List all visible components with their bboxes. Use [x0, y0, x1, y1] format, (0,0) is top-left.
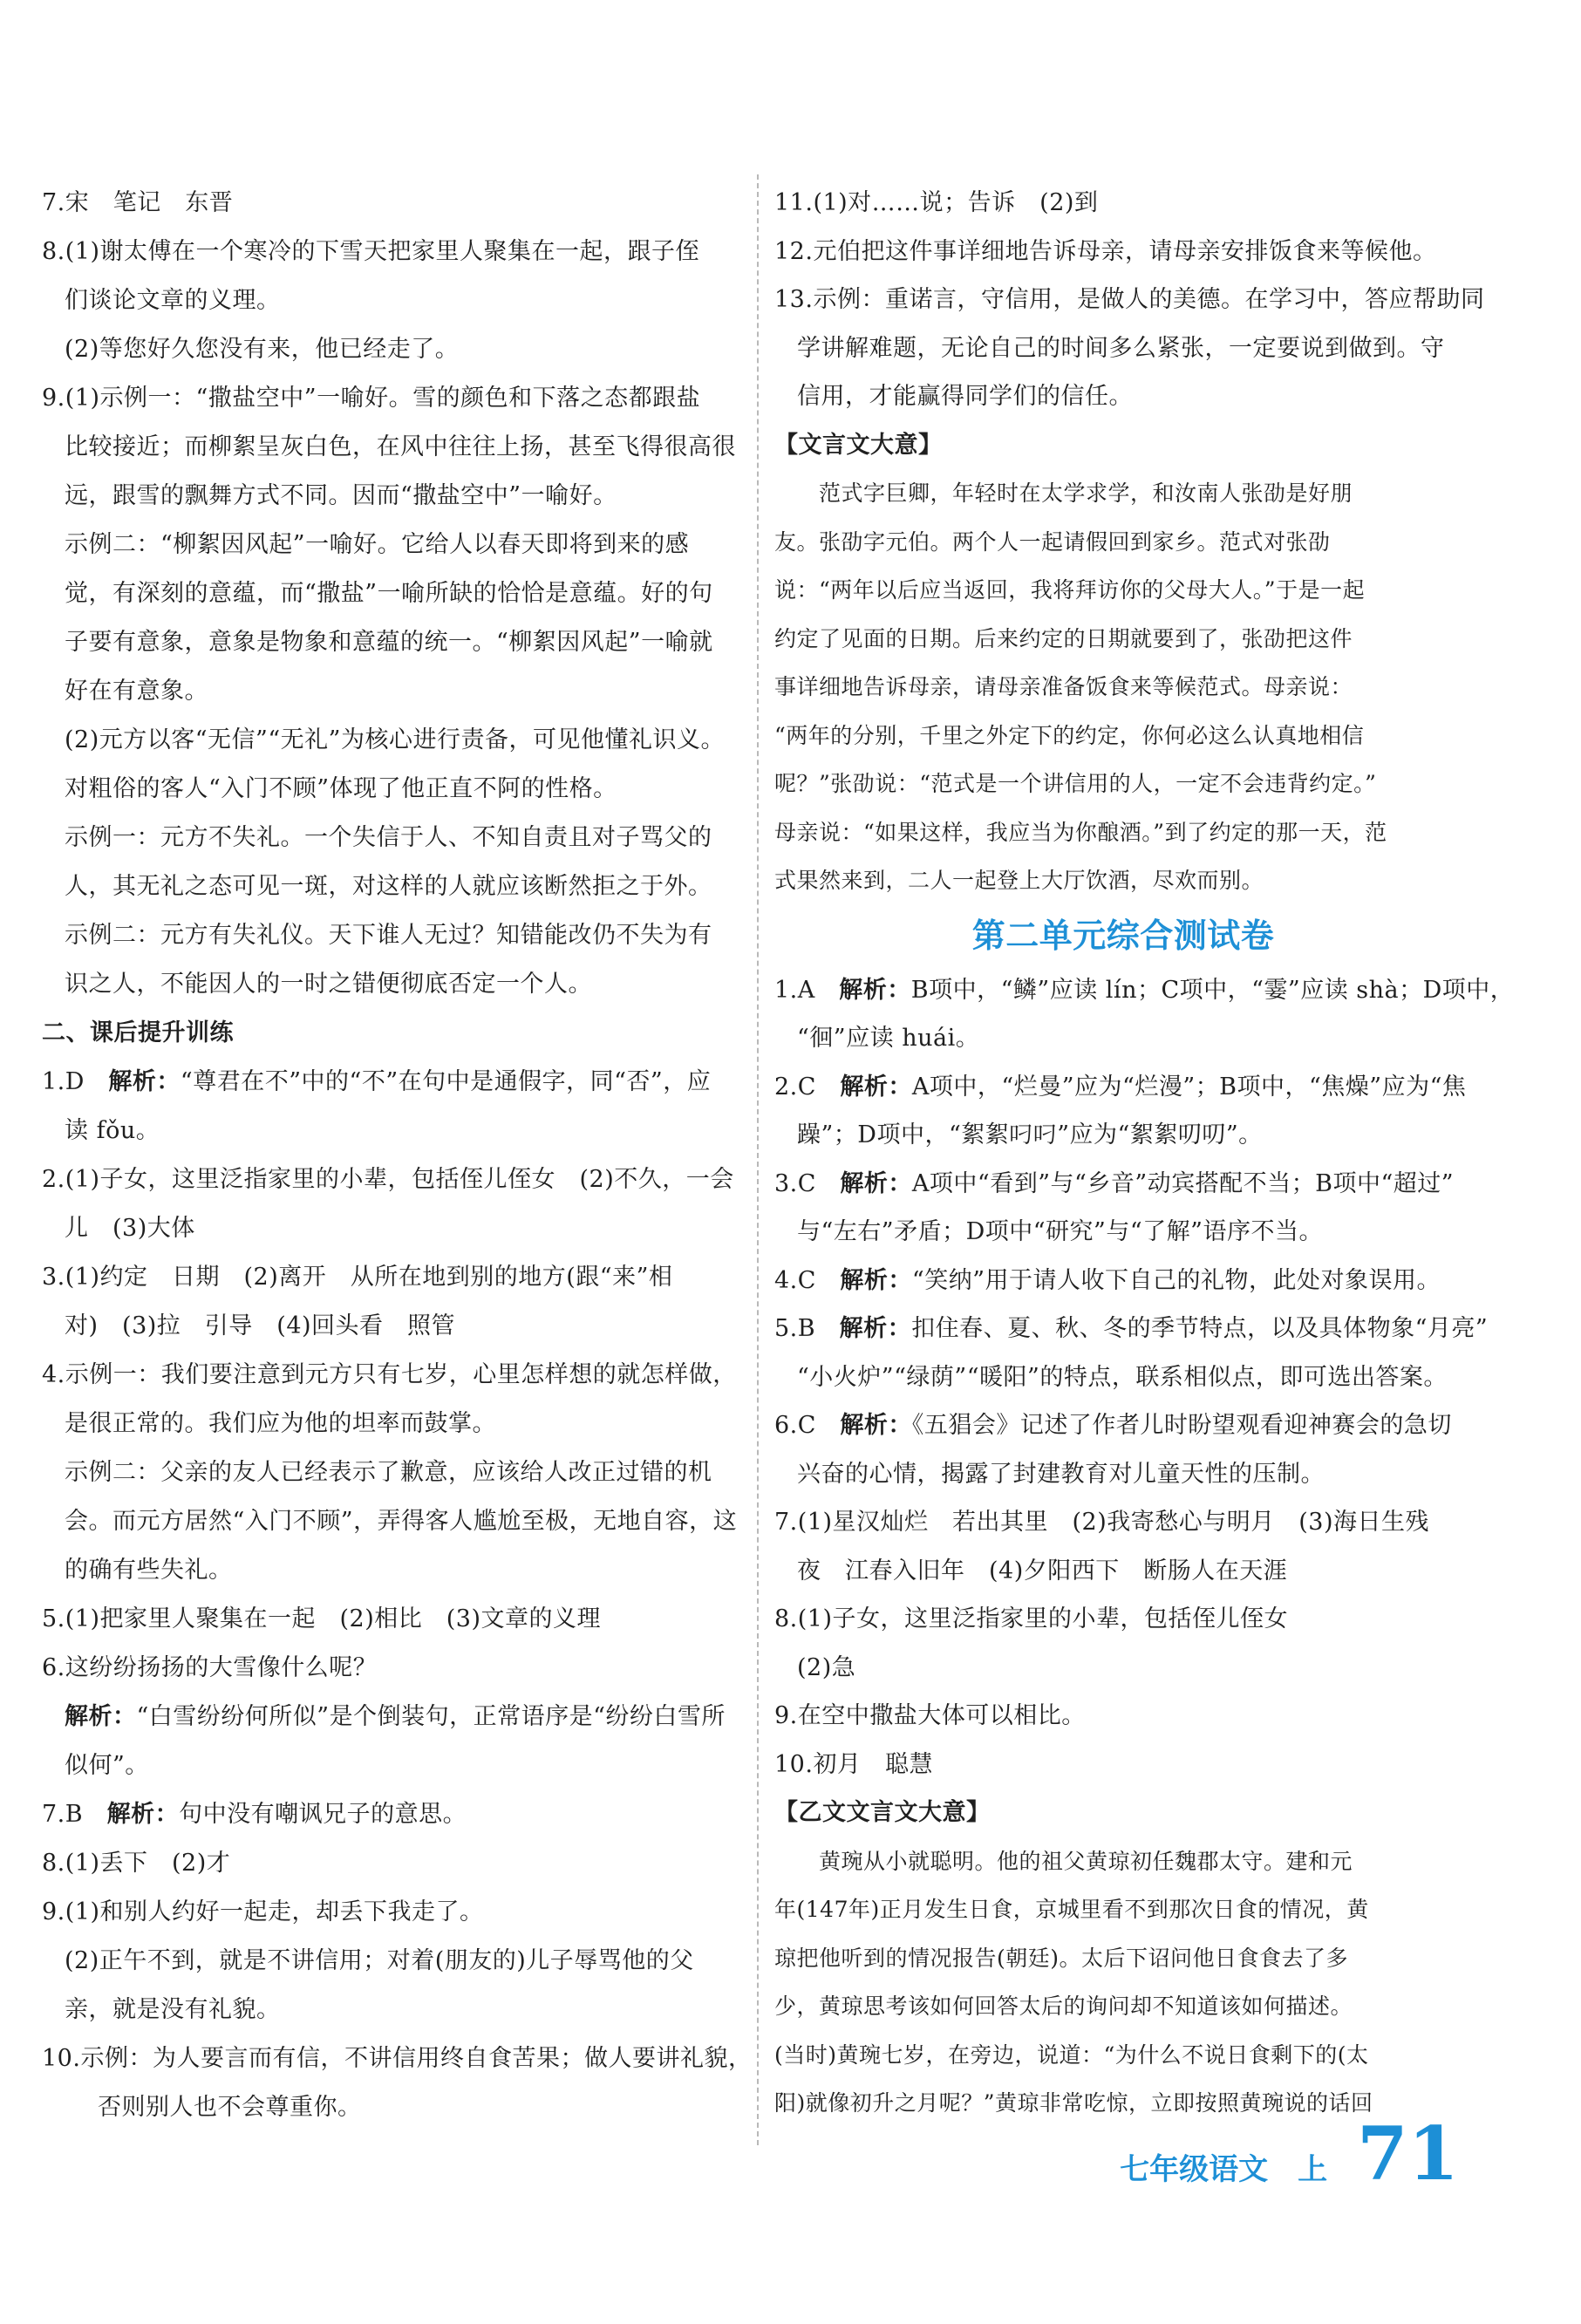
text-line [774, 1257, 1472, 1305]
line-text: 人，其无礼之态可见一斑，对这样的人就应该断然拒之于外。 [65, 873, 712, 900]
line-text: 事详细地告诉母亲，请母亲准备饭食来等候范式。母亲说： [774, 674, 1353, 699]
line-text: 说：“两年以后应当返回，我将拜访你的父母大人。”于是一起 [774, 577, 1366, 603]
text-line [774, 228, 1472, 276]
text-line [65, 1448, 739, 1497]
line-text: 13.示例：重诺言，守信用，是做人的美德。在学习中，答应帮助同 [774, 286, 1485, 313]
line-text-rest: 扣住春、夏、秋、冬的季节特点，以及具体物象“月亮” [911, 1315, 1489, 1342]
text-line [797, 1353, 1472, 1402]
text-line [774, 1692, 1472, 1741]
line-text: 7.(1)星汉灿烂 若出其里 (2)我寄愁心与明月 (3)海日生残 [774, 1509, 1429, 1536]
text-line [65, 1302, 739, 1351]
line-text: 示例一：元方不失礼。一个失信于人、不知自责且对子骂父的 [65, 824, 712, 851]
line-text: 9.(1)和别人约好一起走，却丢下我走了。 [42, 1898, 484, 1925]
text-line [797, 1644, 1472, 1693]
line-text: 是很正常的。我们应为他的坦率而鼓掌。 [65, 1410, 496, 1437]
text-line [797, 372, 1472, 421]
line-text: 10.初月 聪慧 [774, 1750, 933, 1778]
text-line [65, 911, 739, 960]
line-text: 识之人，不能因人的一时之错便彻底否定一个人。 [65, 971, 592, 998]
analysis-label: 解析： [839, 976, 911, 1004]
line-text: 似何”。 [65, 1752, 149, 1779]
line-text-rest: A项中“看到”与“乡音”动宾搭配不当；B项中“超过” [911, 1169, 1455, 1197]
line-text: 范式字巨卿，年轻时在太学求学，和汝南人张劭是好朋 [774, 480, 1353, 506]
line-text: “两年的分别，千里之外定下的约定，你何必这么认真地相信 [774, 722, 1365, 748]
line-text: 子要有意象，意象是物象和意蕴的统一。“柳絮因风起”一喻就 [65, 629, 713, 656]
line-text-rest: “尊君在不”中的“不”在句中是通假字，同“否”，应 [180, 1068, 712, 1095]
line-text: 6.这纷纷扬扬的大雪像什么呢？ [42, 1654, 378, 1681]
line-text: 对粗俗的客人“入门不顾”体现了他正直不阿的性格。 [65, 775, 617, 802]
line-text: 1.A [774, 976, 840, 1004]
line-text: 示例二：父亲的友人已经表示了歉意，应该给人改正过错的机 [65, 1459, 712, 1486]
text-line [65, 569, 739, 618]
text-line [774, 276, 1485, 324]
line-text: 年(147年)正月发生日食，京城里看不到那次日食的情况，黄 [774, 1897, 1369, 1922]
text-line [774, 1063, 1472, 1112]
line-text: 8.(1)子女，这里泛指家里的小辈，包括侄儿侄女 [774, 1605, 1289, 1632]
text-line [42, 228, 739, 276]
text-line [797, 1208, 1472, 1257]
analysis-label: 解析： [106, 1801, 180, 1828]
section-heading [774, 421, 1472, 470]
text-line [774, 856, 1472, 905]
text-line [774, 712, 1472, 760]
text-line [42, 1155, 739, 1204]
line-text-rest: 句中没有嘲讽兄子的意思。 [179, 1801, 467, 1828]
line-text: 母亲说：“如果这样，我应当为你酿酒。”到了约定的那一天，范 [774, 819, 1387, 845]
text-line [774, 1885, 1472, 1934]
line-text: 否则别人也不会尊重你。 [98, 2094, 362, 2121]
text-line [774, 1982, 1472, 2031]
line-text: 3.C [774, 1169, 841, 1197]
text-line [774, 615, 1472, 664]
text-line [65, 1986, 739, 2034]
page-footer [1120, 2110, 1459, 2198]
line-text: 4.C [774, 1266, 841, 1294]
line-text: 式果然来到，二人一起登上大厅饮酒，尽欢而别。 [774, 868, 1264, 893]
text-line [65, 716, 739, 765]
text-line [42, 1644, 739, 1693]
text-line [42, 2034, 753, 2083]
line-text: 儿 (3)大体 [65, 1215, 195, 1242]
text-line [774, 1934, 1472, 1983]
line-text: (2)急 [797, 1653, 856, 1681]
text-line [65, 1741, 739, 1790]
line-text: (2)正午不到，就是不讲信用；对着(朋友的)儿子辱骂他的父 [65, 1947, 694, 1974]
text-line [42, 374, 739, 423]
text-line [65, 423, 739, 472]
line-text-rest: 《五猖会》记述了作者儿时盼望观看迎神赛会的急切 [911, 1412, 1452, 1439]
analysis-label: 解析： [840, 1266, 912, 1294]
line-text: 2.C [774, 1073, 841, 1101]
text-line [797, 1014, 1472, 1063]
line-text: 1.D [42, 1068, 109, 1095]
text-line [774, 808, 1472, 857]
line-text: 12.元伯把这件事详细地告诉母亲，请母亲安排饭食来等候他。 [774, 237, 1437, 265]
line-text: 学讲解难题，无论自己的时间多么紧张，一定要说到做到。守 [797, 334, 1445, 362]
text-line [65, 960, 739, 1009]
line-text: 琼把他听到的情况报告(朝廷)。太后下诏问他日食食去了多 [774, 1945, 1349, 1971]
text-line [797, 1111, 1472, 1160]
text-line [65, 325, 739, 374]
line-text: 友。张劭字元伯。两个人一起请假回到家乡。范式对张劭 [774, 528, 1331, 555]
line-text: 躁”；D项中，“絮絮叼叼”应为“絮絮叨叨”。 [797, 1121, 1263, 1148]
text-line [65, 1204, 739, 1253]
analysis-label: 解析： [108, 1068, 181, 1095]
line-text: 示例二：“柳絮因风起”一喻好。它给人以春天即将到来的感 [65, 531, 690, 558]
line-text: 7.B [42, 1801, 107, 1828]
text-line [42, 179, 739, 228]
line-text: 与“左右”矛盾；D项中“研究”与“了解”语序不当。 [797, 1218, 1323, 1245]
line-text: 10.示例：为人要言而有信，不讲信用终自食苦果；做人要讲礼貌， [42, 2045, 753, 2072]
line-text: 9.(1)示例一：“撒盐空中”一喻好。雪的颜色和下落之态都跟盐 [42, 385, 701, 412]
text-line [65, 667, 739, 716]
text-line [65, 814, 739, 862]
line-text: 远，跟雪的飘舞方式不同。因而“撒盐空中”一喻好。 [65, 482, 617, 509]
text-line [42, 1790, 739, 1839]
page-number: 71 [1357, 2110, 1459, 2197]
text-line [98, 2083, 739, 2132]
analysis-label: 解析： [65, 1703, 137, 1730]
line-text-rest: A项中，“烂曼”应为“烂漫”；B项中，“焦燥”应为“焦 [911, 1073, 1467, 1101]
line-text: 对) (3)拉 引导 (4)回头看 照管 [65, 1312, 456, 1339]
text-line [774, 1160, 1472, 1209]
line-text: 9.在空中撒盐大体可以相比。 [774, 1702, 1086, 1729]
line-text: 4.示例一：我们要注意到元方只有七岁，心里怎样想的就怎样做， [42, 1361, 737, 1388]
footer-subject-label: 七年级语文 [1120, 2152, 1269, 2187]
line-text: 少，黄琼思考该如何回答太后的询问却不知道该如何描述。 [774, 1993, 1353, 2019]
analysis-label: 解析： [840, 1073, 912, 1101]
line-text: 5.B [774, 1315, 840, 1342]
line-text: 11.(1)对……说；告诉 (2)到 [774, 189, 1099, 216]
column-divider [757, 174, 759, 2145]
text-line [65, 1107, 739, 1155]
text-line [774, 469, 1472, 518]
text-line [774, 1741, 1472, 1789]
text-line [774, 1837, 1472, 1886]
line-text-rest: B项中，“鳞”应读 lín；C项中，“霎”应读 shà；D项中， [910, 976, 1515, 1004]
text-line [65, 1546, 739, 1595]
line-text: 读 fǒu。 [65, 1117, 160, 1144]
text-line [42, 1839, 739, 1888]
analysis-label: 解析： [840, 1412, 912, 1439]
text-line [774, 179, 1472, 228]
text-line [65, 521, 739, 569]
text-line [65, 472, 739, 521]
analysis-label: 解析： [840, 1169, 912, 1197]
text-line [774, 1305, 1489, 1353]
line-text: 【文言文大意】 [774, 431, 943, 459]
footer-volume-label: 上 [1298, 2152, 1328, 2187]
line-text: 8.(1)谢太傅在一个寒冷的下雪天把家里人聚集在一起，跟子侄 [42, 238, 700, 265]
text-line [774, 1595, 1472, 1644]
text-line [42, 1351, 739, 1400]
line-text: 的确有些失礼。 [65, 1557, 233, 1584]
line-text: 7.宋 笔记 东晋 [42, 189, 234, 216]
text-line [42, 1595, 739, 1644]
line-text: 夜 江春入旧年 (4)夕阳西下 断肠人在天涯 [797, 1557, 1288, 1585]
text-line [774, 518, 1472, 567]
line-text: 觉，有深刻的意蕴，而“撒盐”一喻所缺的恰恰是意蕴。好的句 [65, 580, 713, 607]
line-text: 6.C [774, 1412, 841, 1439]
text-line [774, 966, 1515, 1015]
line-text: 信用，才能赢得同学们的信任。 [797, 383, 1133, 410]
line-text: 3.(1)约定 日期 (2)离开 从所在地到别的地方(跟“来”相 [42, 1264, 673, 1291]
line-text: 们谈论文章的义理。 [65, 287, 281, 314]
line-text: (2)等您好久您没有来，他已经走了。 [65, 336, 460, 363]
line-text: “徊”应读 huái。 [797, 1025, 980, 1052]
line-text: (2)元方以客“无信”“无礼”为核心进行责备，可见他懂礼识义。 [65, 726, 725, 753]
line-text: “小火炉”“绿荫”“暖阳”的特点，联系相似点，即可选出答案。 [797, 1363, 1448, 1391]
text-line [774, 760, 1472, 808]
text-line [774, 566, 1472, 615]
text-line [774, 2031, 1472, 2080]
text-line [42, 1058, 739, 1107]
line-text: 5.(1)把家里人聚集在一起 (2)相比 (3)文章的义理 [42, 1605, 601, 1632]
line-text: 亲，就是没有礼貌。 [65, 1996, 281, 2023]
text-line [797, 1450, 1472, 1499]
text-line [65, 1693, 739, 1741]
text-line [65, 1937, 739, 1986]
text-line [65, 618, 739, 667]
line-text: 好在有意象。 [65, 678, 208, 705]
line-text: 二、课后提升训练 [42, 1019, 234, 1046]
text-line [65, 276, 739, 325]
text-line [65, 862, 739, 911]
line-text: 示例二：元方有失礼仪。天下谁人无过？知错能改仍不失为有 [65, 922, 712, 949]
section-heading [42, 1009, 739, 1058]
line-text-rest: “笑纳”用于请人收下自己的礼物，此处对象误用。 [911, 1266, 1441, 1294]
line-text: 8.(1)丢下 (2)才 [42, 1850, 231, 1877]
text-line [65, 1400, 739, 1448]
section-heading [774, 1789, 1472, 1837]
text-line [774, 663, 1472, 712]
text-line [774, 1498, 1472, 1547]
line-text: 第二单元综合测试卷 [971, 916, 1275, 955]
line-text: 约定了见面的日期。后来约定的日期就要到了，张劭把这件 [774, 625, 1353, 651]
line-text: (当时)黄琬七岁，在旁边，说道：“为什么不说日食剩下的(太 [774, 2041, 1369, 2068]
text-line [774, 1401, 1472, 1450]
line-text: 【乙文文言文大意】 [774, 1799, 991, 1826]
line-text: 呢？”张劭说：“范式是一个讲信用的人，一定不会违背约定。” [774, 771, 1377, 796]
line-text: 黄琬从小就聪明。他的祖父黄琼初任魏郡太守。建和元 [774, 1848, 1353, 1874]
line-text: 会。而元方居然“入门不顾”，弄得客人尴尬至极，无地自容，这 [65, 1508, 738, 1535]
text-line [65, 1497, 739, 1546]
line-text: 2.(1)子女，这里泛指家里的小辈，包括侄儿侄女 (2)不久，一会 [42, 1166, 734, 1193]
section-title [774, 905, 1472, 966]
text-line [65, 765, 739, 814]
text-line [42, 1888, 739, 1937]
text-line [42, 1253, 739, 1302]
analysis-label: 解析： [839, 1315, 912, 1342]
line-text: 兴奋的心情，揭露了封建教育对儿童天性的压制。 [797, 1460, 1325, 1488]
line-text-rest: “白雪纷纷何所似”是个倒装句，正常语序是“纷纷白雪所 [136, 1703, 726, 1730]
line-text: 比较接近；而柳絮呈灰白色，在风中往往上扬，甚至飞得很高很 [65, 433, 736, 460]
text-line [797, 324, 1472, 373]
line-text: 阳)就像初升之月呢？”黄琼非常吃惊，立即按照黄琬说的话回 [774, 2090, 1373, 2116]
text-line [797, 1547, 1472, 1596]
